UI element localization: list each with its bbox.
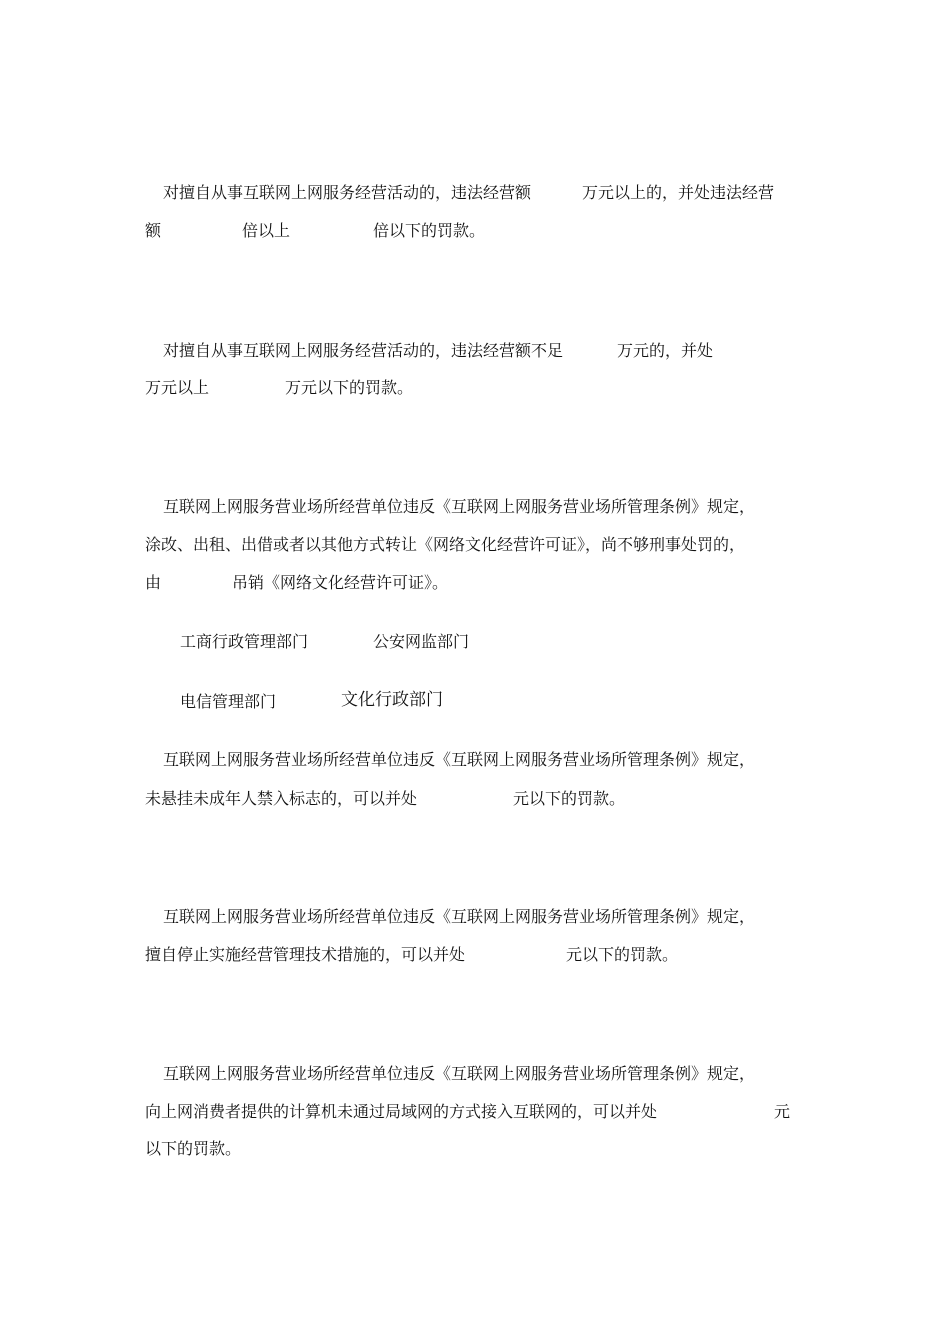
q3-line2: 涂改、出租、出借或者以其他方式转让《网络文化经营许可证》，尚不够刑事处罚的，	[145, 535, 746, 554]
q5-line1: 互联网上网服务营业场所经营单位违反《互联网上网服务营业场所管理条例》规定，	[163, 907, 756, 926]
q1-line2-b: 倍以上	[242, 221, 291, 240]
q3-option-b: 公安网监部门	[373, 632, 470, 651]
q2-line1-a: 对擅自从事互联网上网服务经营活动的，违法经营额不足	[163, 341, 564, 360]
q1-line1-a: 对擅自从事互联网上网服务经营活动的，违法经营额	[163, 183, 532, 202]
q3-line3-a: 由	[145, 573, 162, 592]
q3-option-a: 工商行政管理部门	[180, 632, 309, 651]
q6-line3: 以下的罚款。	[145, 1139, 242, 1158]
q2-line1-b: 万元的，并处	[617, 341, 714, 360]
q4-line2-a: 未悬挂未成年人禁入标志的，可以并处	[145, 789, 418, 808]
q3-option-d: 文化行政部门	[341, 690, 443, 710]
q3-line3-b: 吊销《网络文化经营许可证》。	[232, 573, 449, 592]
q5-line2-a: 擅自停止实施经营管理技术措施的，可以并处	[145, 945, 466, 964]
q6-line1: 互联网上网服务营业场所经营单位违反《互联网上网服务营业场所管理条例》规定，	[163, 1064, 756, 1083]
q1-line1-b: 万元以上的，并处违法经营	[582, 183, 775, 202]
q4-line1: 互联网上网服务营业场所经营单位违反《互联网上网服务营业场所管理条例》规定，	[163, 750, 756, 769]
q3-option-c: 电信管理部门	[180, 692, 277, 711]
q6-line2-a: 向上网消费者提供的计算机未通过局域网的方式接入互联网的，可以并处	[145, 1102, 658, 1121]
q1-line2-a: 额	[145, 221, 162, 240]
q1-line2-c: 倍以下的罚款。	[373, 221, 486, 240]
q2-line2-a: 万元以上	[145, 378, 210, 397]
q3-line1: 互联网上网服务营业场所经营单位违反《互联网上网服务营业场所管理条例》规定，	[163, 497, 756, 516]
q4-line2-b: 元以下的罚款。	[513, 789, 626, 808]
q2-line2-b: 万元以下的罚款。	[285, 378, 414, 397]
q6-line2-b: 元	[774, 1102, 791, 1121]
q5-line2-b: 元以下的罚款。	[566, 945, 679, 964]
